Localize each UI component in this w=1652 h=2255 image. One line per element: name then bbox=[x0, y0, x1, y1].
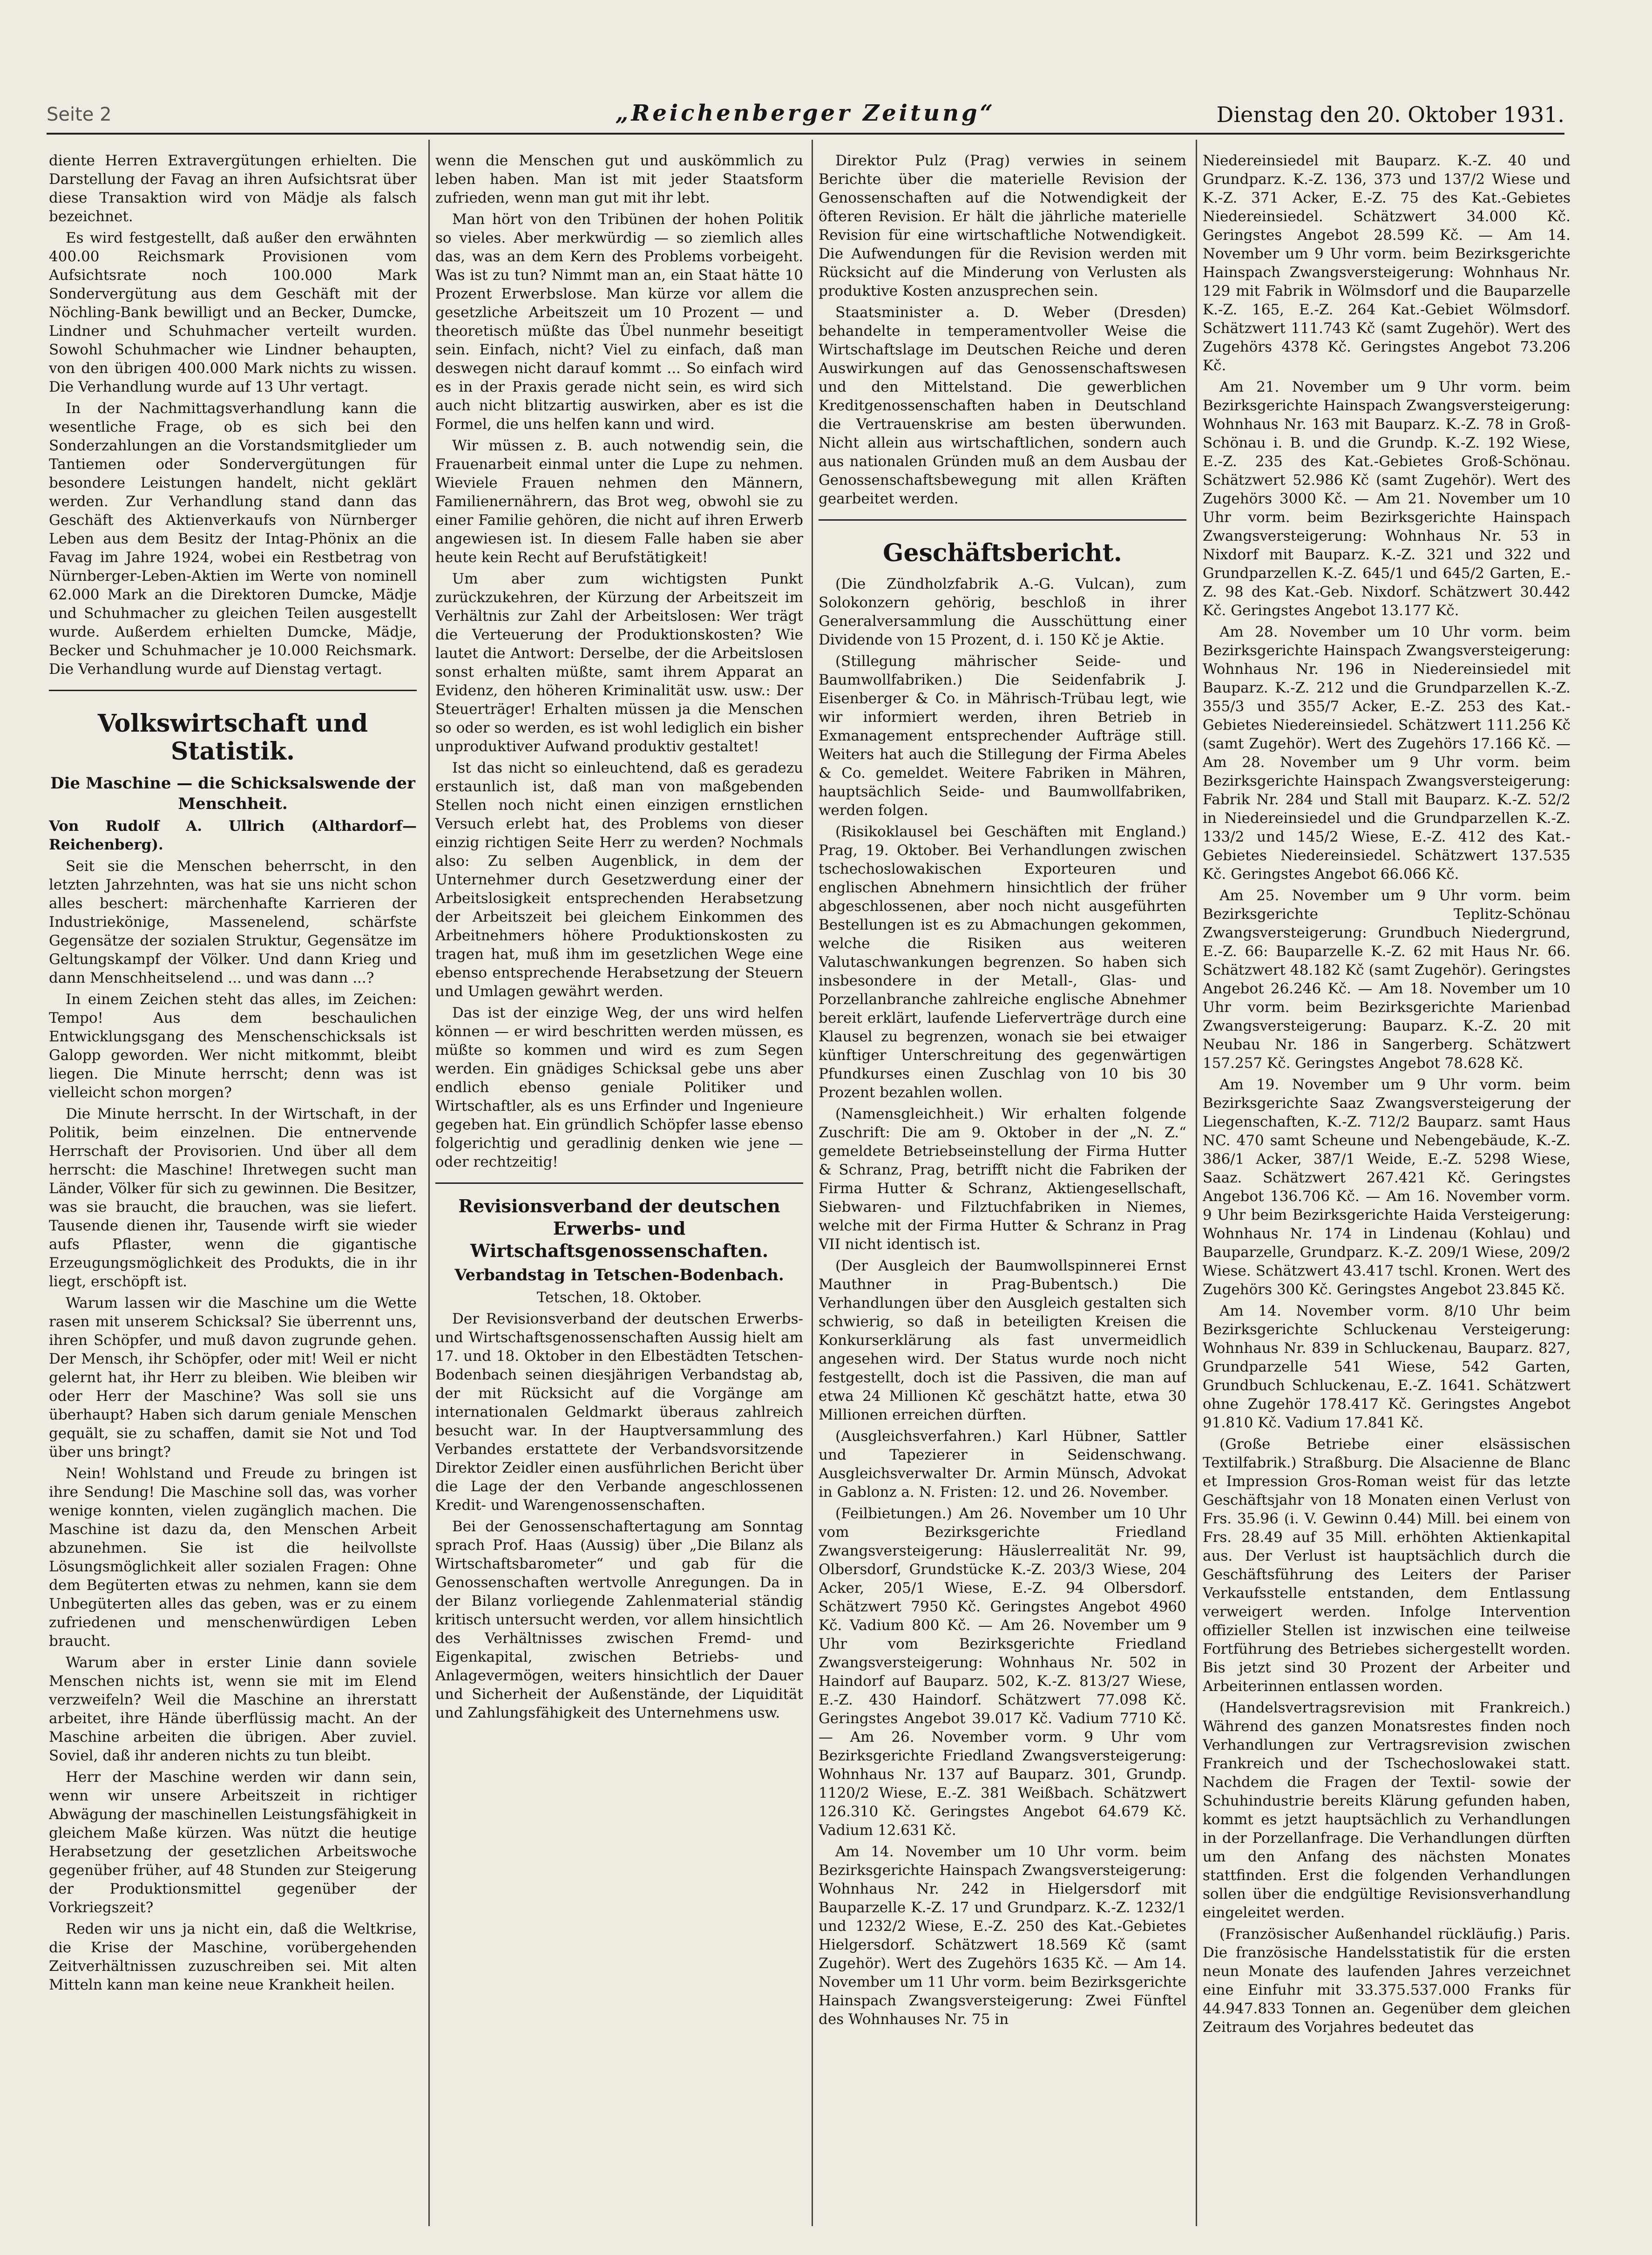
paragraph: diente Herren Extravergütungen erhielten. Die Darstellung der Favag an ihren Aufsichtsrat über diese Transaktion wird von Mädje als falsch bezeichnet. bbox=[49, 152, 417, 225]
paragraph: Direktor Pulz (Prag) verwies in seinem Berichte über die materielle Revision der Genossenschaften auf die Notwendigkeit der öfteren Revision. Er hält die jährliche materielle Revision für eine wirtschaftliche Notwendigkeit. Die Aufwendungen für die Revision werden mit Rücksicht auf die Minderung von Verlusten als produktive Kosten anzusprechen sein. bbox=[819, 152, 1186, 299]
paragraph: Staatsminister a. D. Weber (Dresden) behandelte in temperamentvoller Weise die Wirtschaftslage im Deutschen Reiche und deren Auswirkungen auf das Genossenschaftswesen und den Mittelstand. Die gewerblichen Kreditgenossenschaften haben in Deutschland die Vertrauenskrise am besten überwunden. Nicht allein aus wirtschaftlichen, sondern auch aus nationalen Gründen muß an dem Ausbau der Genossenschaftsbewegung mit allen Kräften gearbeitet werden. bbox=[819, 304, 1186, 507]
notice: (Feilbietungen.) Am 26. November um 10 Uhr vom Bezirksgerichte Friedland Zwangsversteigerung: Häuslerrealität Nr. 99, Olbersdorf, Grundstücke K.-Z. 203/3 Wiese, 204 Acker, 205/1 Wiese, E.-Z. 94 Olbersdorf. Schätzwert 7950 Kč. Geringstes Angebot 4960 Kč. Vadium 800 Kč. — Am 26. November um 9 Uhr vom Bezirksgerichte Friedland Zwangsversteigerung: Wohnhaus Nr. 502 in Haindorf auf Bauparz. 502, K.-Z. 813/27 Wiese, E.-Z. 430 Haindorf. Schätzwert 77.098 Kč. Geringstes Angebot 39.017 Kč. Vadium 7710 Kč. — Am 26. November vorm. 9 Uhr vom Bezirksgerichte Friedland Zwangsversteigerung: Wohnhaus Nr. 137 auf Bauparz. 301, Grundp. 1120/2 Wiese, E.-Z. 381 Weißbach. Schätzwert 126.310 Kč. Geringstes Angebot 64.679 Kč. Vadium 12.631 Kč. bbox=[819, 1505, 1186, 1839]
notice: (Die Zündholzfabrik A.-G. Vulcan), zum Solokonzern gehörig, beschloß in ihrer Generalversammlung die Ausschüttung einer Dividende von 15 Prozent, d. i. 150 Kč je Aktie. bbox=[819, 576, 1186, 648]
paragraph: In der Nachmittagsverhandlung kann die wesentliche Frage, ob es sich bei den Sonderzahlungen an die Vorstandsmitglieder um Tantiemen oder Sondervergütungen für besondere Leistungen handelt, nicht geklärt werden. Zur Verhandlung stand dann das Geschäft des Aktienverkaufs von Nürnberger Leben aus dem Besitz der Intag-Phönix an die Favag im Jahre 1924, wobei ein Restbetrag von Nürnberger-Leben-Aktien im Werte von nominell 62.000 Mark an die Direktoren Dumcke, Mädje und Schuhmacher zu gleichen Teilen ausgestellt wurde. Außerdem erhielten Dumcke, Mädje, Becker und Schuhmacher je 10.000 Reichsmark. Die Verhandlung wurde auf Dienstag vertagt. bbox=[49, 400, 417, 678]
notice: (Der Ausgleich der Baumwollspinnerei Ernst Mauthner in Prag-Bubentsch.) Die Verhandlungen über den Ausgleich gestalten sich schwierig, so daß in beteiligten Kreisen die Konkurserklärung als fast unvermeidlich angesehen wird. Der Status wurde noch nicht festgestellt, doch ist die Passiven, die man auf etwa 24 Millionen Kč geschätzt hatte, etwa 30 Millionen erreichen dürften. bbox=[819, 1257, 1186, 1423]
notice: Am 25. November um 9 Uhr vorm. beim Bezirksgerichte Teplitz-Schönau Zwangsversteigerung: Grundbuch Niedergrund, E.-Z. 66: Bauparzelle K.-Z. 62 mit Haus Nr. 66. Schätzwert 48.182 Kč (samt Zugehör). Geringstes Angebot 26.246 Kč. — Am 18. November um 10 Uhr vorm. beim Bezirksgerichte Marienbad Zwangsversteigerung: Bauparz. K.-Z. 20 mit Neubau Nr. 186 in Sangerberg. Schätzwert 157.257 Kč. Geringstes Angebot 78.628 Kč. bbox=[1203, 887, 1571, 1072]
paragraph: Bei der Genossenschaftertagung am Sonntag sprach Prof. Haas (Aussig) über „Die Bilanz als Wirtschaftsbarometer“ und gab für die Genossenschaften wertvolle Anregungen. Da in der Bilanz vorliegende Zahlenmaterial ständig kritisch untersucht werden, vor allem hinsichtlich des Verhältnisses zwischen Fremd- und Eigenkapital, zwischen Betriebs- und Anlagevermögen, weiters hinsichtlich der Dauer und Sicherheit der Außenstände, der Liquidität und Zahlungsfähigkeit des Unternehmens usw. bbox=[435, 1518, 803, 1721]
paragraph: Warum lassen wir die Maschine um die Wette rasen mit unserem Schicksal? Sie überrennt uns, ihren Schöpfer, und muß davon zugrunde gehen. Der Mensch, ihr Schöpfer, oder mit! Weil er nicht gelernt hat, ihr Herr zu bleiben. Wie bleiben wir oder Herr der Maschine? Was soll sie uns überhaupt? Haben sich darum geniale Menschen gequält, sie zu schaffen, damit sie Not und Tod über uns bringt? bbox=[49, 1295, 417, 1460]
notice: (Handelsvertragsrevision mit Frankreich.) Während des ganzen Monatsrestes finden noch Verhandlungen zur Vertragsrevision zwischen Frankreich und der Tschechoslowakei statt. Nachdem die Fragen der Textil- sowie der Schuhindustrie bereits Klärung gefunden haben, kommt es jetzt hauptsächlich zu Verhandlungen in der Porzellanfrage. Die Verhandlungen dürften um den Anfang des nächsten Monates stattfinden. Erst die folgenden Verhandlungen sollen über die endgültige Revisionsverhandlung eingeleitet werden. bbox=[1203, 1699, 1571, 1921]
notice: (Große Betriebe einer elsässischen Textilfabrik.) Straßburg. Die Alsacienne de Blanc et Impression Gros-Roman weist für das letzte Geschäftsjahr von 18 Monaten einen Verlust von Frs. 35.96 (i. V. Gewinn 0.44) Mill. bei einem von Frs. 28.49 auf 35 Mill. erhöhten Aktienkapital aus. Der Verlust ist hauptsächlich durch die Geschäftsführung des Leiters der Pariser Verkaufsstelle entstanden, dem Entlassung verweigert werden. Infolge Intervention offizieller Stellen ist inzwischen eine teilweise Fortführung des Betriebes sichergestellt worden. Bis jetzt sind 30 Prozent der Arbeiter und Arbeiterinnen entlassen worden. bbox=[1203, 1436, 1571, 1695]
divider bbox=[819, 519, 1186, 521]
page-number: Seite 2 bbox=[47, 104, 112, 125]
paragraph: Nein! Wohlstand und Freude zu bringen ist ihre Sendung! Die Maschine soll das, was vorher wenige konnten, vielen zugänglich machen. Die Maschine ist dazu da, den Menschen Arbeit abzunehmen. Sie ist die heilvollste Lösungsmöglichkeit aller sozialen Fragen: Ohne dem Begüterten etwas zu nehmen, kann sie dem Unbegüterten alles das geben, was er zu einem zufriedenen und menschenwürdigen Leben braucht. bbox=[49, 1465, 417, 1650]
notice: (Risikoklausel bei Geschäften mit England.) Prag, 19. Oktober. Bei Verhandlungen zwischen tschechoslowakischen Exporteuren und englischen Abnehmern hinsichtlich der früher abgeschlossenen, aber noch nicht ausgeführten Bestellungen ist es zu Abmachungen gekommen, welche die Risiken aus weiteren Valutaschwankungen begrenzen. So haben sich insbesondere in der Metall-, Glas- und Porzellanbranche zahlreiche englische Abnehmer bereit erklärt, laufende Lieferverträge durch eine Klausel zu begrenzen, wonach sie bei etwaiger künftiger Unterschreitung des gegenwärtigen Pfundkurses einen Zuschlag von 10 bis 30 Prozent bezahlen wollen. bbox=[819, 823, 1186, 1101]
paragraph: Das ist der einzige Weg, der uns wird helfen können — er wird beschritten werden müssen, es müßte so kommen und wird es zum Segen werden. Ein gnädiges Schicksal gebe uns aber endlich ebenso geniale Politiker und Wirtschaftler, als es uns Erfinder und Ingenieure gegeben hat. Ein gründlich Schöpfer lasse ebenso folgerichtig und geradlinig denken wie jene — oder rechtzeitig! bbox=[435, 1005, 803, 1170]
column-4 bbox=[1203, 151, 1571, 2228]
paragraph: Seit sie die Menschen beherrscht, in den letzten Jahrzehnten, was hat sie uns nicht schon alles beschert: märchenhafte Karrieren der Industriekönige, Massenelend, schärfste Gegensätze der sozialen Struktur, Gegensätze im Geltungskampf der Völker. Und dann Krieg und dann Menschheitselend ... und was dann ...? bbox=[49, 858, 417, 986]
column-1 bbox=[49, 151, 417, 2228]
article-headline: Revisionsverband der deutschen Erwerbs- und Wirtschaftsgenossenschaften. bbox=[458, 1195, 780, 1261]
column-rule bbox=[428, 140, 430, 2226]
column-rule bbox=[1196, 140, 1197, 2226]
paragraph: Die Minute herrscht. In der Wirtschaft, in der Politik, beim einzelnen. Die entnervende Herrschaft der Provisorien. Und über all dem herrscht: die Maschine! Ihretwegen sucht man Länder, Völker für sich zu gewinnen. Die Besitzer, was sie braucht, die brauchen, was sie liefert. Tausende dienen ihr, Tausende wirft sie wieder aufs Pflaster, wenn die gigantische Erzeugungsmöglichkeit des Produkts, die in ihr liegt, erschöpft ist. bbox=[49, 1106, 417, 1290]
issue-date: Dienstag den 20. Oktober 1931. bbox=[1216, 102, 1564, 127]
section-heading: Volkswirtschaft und Statistik. bbox=[97, 709, 368, 766]
notice: Am 14. November um 10 Uhr vorm. beim Bezirksgerichte Hainspach Zwangsversteigerung: Wohnhaus Nr. 242 in Hielgersdorf mit Bauparzelle K.-Z. 17 und Grundparz. K.-Z. 1232/1 und 1232/2 Wiese, E.-Z. 250 des Kat.-Gebietes Hielgersdorf. Schätzwert 18.569 Kč (samt Zugehör). Wert des Zugehörs 1635 Kč. — Am 14. November um 11 Uhr vorm. beim Bezirksgerichte Hainspach Zwangsversteigerung: Zwei Fünftel des Wohnhauses Nr. 75 in bbox=[819, 1843, 1186, 2028]
notice: (Französischer Außenhandel rückläufig.) Paris. Die französische Handelsstatistik für die ersten neun Monate des laufenden Jahres verzeichnet eine Einfuhr mit 33.375.537.000 Franks für 44.947.833 Tonnen an. Gegenüber dem gleichen Zeitraum des Vorjahres bedeutet das bbox=[1203, 1926, 1571, 2036]
page-header bbox=[47, 100, 1564, 135]
paragraph: Warum aber in erster Linie dann soviele Menschen nichts ist, wenn sie mit im Elend verzweifeln? Weil die Maschine an ihrerstatt arbeitet, ihre Hände überflüssig macht. An der Maschine arbeiten die übrigen. Aber zuviel. Soviel, daß ihr anderen nichts zu tun bleibt. bbox=[49, 1654, 417, 1764]
column-3 bbox=[819, 151, 1186, 2228]
column-rule bbox=[812, 140, 813, 2226]
article-subheadline: Verbandstag in Tetschen-Bodenbach. bbox=[454, 1266, 784, 1284]
paragraph: Es wird festgestellt, daß außer den erwähnten 400.00 Reichsmark Provisionen vom Aufsichtsrate noch 100.000 Mark Sondervergütung aus dem Geschäft mit der Nöchling-Bank bewilligt und an Becker, Dumcke, Lindner und Schuhmacher verteilt wurden. Sowohl Schuhmacher wie Lindner behaupten, von den übrigen 400.000 Mark nichts zu wissen. Die Verhandlung wurde auf 13 Uhr vertagt. bbox=[49, 230, 417, 395]
notice: (Ausgleichsverfahren.) Karl Hübner, Sattler und Tapezierer in Seidenschwang. Ausgleichsverwalter Dr. Armin Münsch, Advokat in Gablonz a. N. Fristen: 12. und 26. November. bbox=[819, 1428, 1186, 1501]
column-2 bbox=[435, 151, 803, 2228]
paragraph: Der Revisionsverband der deutschen Erwerbs- und Wirtschaftsgenossenschaften Aussig hielt am 17. und 18. Oktober in den Elbestädten Tetschen-Bodenbach seinen diesjährigen Verbandstag ab, der mit Rücksicht auf die Vorgänge am internationalen Geldmarkt überaus zahlreich besucht war. In der Hauptversammlung des Verbandes erstattete der Verbandsvorsitzende Direktor Zeidler einen ausführlichen Bericht über die Lage der den Verbande angeschlossenen Kredit- und Warengenossenschaften. bbox=[435, 1311, 803, 1514]
divider bbox=[49, 690, 417, 691]
paragraph: wenn die Menschen gut und auskömmlich zu leben haben. Man ist mit jeder Staatsform zufrieden, wenn man gut mit ihr lebt. bbox=[435, 152, 803, 206]
dateline: Tetschen, 18. Oktober. bbox=[536, 1289, 702, 1306]
notice: (Stillegung mährischer Seide- und Baumwollfabriken.) Die Seidenfabrik J. Eisenberger & Co. in Mährisch-Trübau legt, wie wir informiert werden, ihren Betrieb in Exmanagement entsprechender Aufträge still. Weiters hat auch die Stillegung der Firma Abeles & Co. gemeldet. Weitere Fabriken in Mähren, hauptsächlich Seide- und Baumwollfabriken, werden folgen. bbox=[819, 653, 1186, 819]
divider bbox=[435, 1182, 803, 1184]
notice: (Namensgleichheit.) Wir erhalten folgende Zuschrift: Die am 9. Oktober in der „N. Z.“ gemeldete Betriebseinstellung der Firma Hutter & Schranz, Prag, betrifft nicht die Fabriken der Firma Hutter & Schranz, Aktiengesellschaft, Siebwaren- und Filztuchfabriken in Niemes, welche mit der Firma Hutter & Schranz in Prag VII nicht identisch ist. bbox=[819, 1106, 1186, 1253]
notice: Am 19. November um 9 Uhr vorm. beim Bezirksgerichte Saaz Zwangsversteigerung der Liegenschaften, K.-Z. 712/2 Bauparz. samt Haus NC. 470 samt Scheune und Nebengebäude, K.-Z. 386/1 Acker, 387/1 Weide, E.-Z. 5298 Wiese, Saaz. Schätzwert 267.421 Kč. Geringstes Angebot 136.706 Kč. — Am 16. November vorm. 9 Uhr beim Bezirksgerichte Haida Versteigerung: Wohnhaus Nr. 174 in Lindenau (Kohlau) und Bauparzelle, Grundparz. K.-Z. 209/1 Wiese, 209/2 Wiese. Schätzwert 43.417 tschl. Kronen. Wert des Zugehörs 300 Kč. Geringstes Angebot 23.845 Kč. bbox=[1203, 1076, 1571, 1298]
article-headline: Die Maschine — die Schicksalswende der Menschheit. bbox=[50, 774, 415, 813]
paragraph: Herr der Maschine werden wir dann sein, wenn wir unsere Arbeitszeit in richtiger Abwägung der maschinellen Leistungsfähigkeit in gleichem Maße kürzen. Was nützt die heutige Herabsetzung der gesetzlichen Arbeitswoche gegenüber früher, auf 48 Stunden zur Steigerung der Produktionsmittel gegenüber der Vorkriegszeit? bbox=[49, 1769, 417, 1916]
section-heading: Geschäftsbericht. bbox=[883, 539, 1122, 567]
paragraph: In einem Zeichen steht das alles, im Zeichen: Tempo! Aus dem beschaulichen Entwicklungsgang des Menschenschicksals ist Galopp geworden. Wer nicht mitkommt, bleibt liegen. Die Minute herrscht; denn was ist vielleicht schon morgen? bbox=[49, 991, 417, 1101]
paragraph: Wir müssen z. B. auch notwendig sein, die Frauenarbeit einmal unter die Lupe zu nehmen. Wieviele Frauen nehmen den Männern, Familienernährern, das Brot weg, obwohl sie zu einer Familie gehören, die nicht auf ihren Erwerb angewiesen ist. In diesem Falle haben sie aber heute kein Recht auf Berufstätigkeit! bbox=[435, 437, 803, 566]
newspaper-title: „Reichenberger Zeitung“ bbox=[615, 100, 996, 126]
byline: Von Rudolf A. Ullrich (Althardorf—Reichenberg). bbox=[49, 818, 417, 853]
paragraph: Man hört von den Tribünen der hohen Politik so vieles. Aber merkwürdig — so ziemlich alles das, was an dem Kern des Problems vorbeigeht. Was ist zu tun? Nimmt man an, ein Staat hätte 10 Prozent Erwerbslose. Man kürze vor allem die gesetzliche Arbeitszeit um 10 Prozent — und theoretisch müßte das Übel nunmehr beseitigt sein. Einfach, nicht? Viel zu einfach, daß man deswegen nicht darauf kommt ... So einfach wird es in der Praxis gerade nicht sein, es wird sich auch nicht blitzartig auswirken, aber es ist die Formel, die uns helfen kann und wird. bbox=[435, 211, 803, 433]
paragraph: Um aber zum wichtigsten Punkt zurückzukehren, der Kürzung der Arbeitszeit im Verhältnis zur Zahl der Arbeitslosen: Wer trägt die Verteuerung der Produktionskosten? Wie lautet die Antwort: Derselbe, der die Arbeitslosen sonst erhalten müßte, samt ihrem Apparat an Evidenz, den höheren Kriminalität usw. usw.: Der Steuerträger! Erhalten müssen ja die Menschen so oder so werden, es ist wohl lediglich ein bisher unproduktiver Aufwand produktiv gestaltet! bbox=[435, 571, 803, 755]
notice: Am 28. November um 10 Uhr vorm. beim Bezirksgerichte Hainspach Zwangsversteigerung: Wohnhaus Nr. 196 in Niedereinsiedel mit Bauparz. K.-Z. 212 und die Grundparzellen K.-Z. 355/3 und 355/7 Acker, E.-Z. 253 des Kat.-Gebietes Niedereinsiedel. Schätzwert 111.256 Kč (samt Zugehör). Wert des Zugehörs 17.166 Kč. — Am 28. November um 9 Uhr vorm. beim Bezirksgerichte Hainspach Zwangsversteigerung: Fabrik Nr. 284 und Stall mit Bauparz. K.-Z. 52/2 in Niedereinsiedel und die Grundparzellen K.-Z. 133/2 und 145/2 Wiese, E.-Z. 412 des Kat.-Gebietes Niedereinsiedel. Schätzwert 137.535 Kč. Geringstes Angebot 66.066 Kč. bbox=[1203, 624, 1571, 883]
notice: Am 21. November um 9 Uhr vorm. beim Bezirksgerichte Hainspach Zwangsversteigerung: Wohnhaus Nr. 163 mit Bauparz. K.-Z. 78 in Groß-Schönau i. B. und die Grundp. K.-Z. 192 Wiese, E.-Z. 235 des Kat.-Gebietes Groß-Schönau. Schätzwert 52.986 Kč (samt Zugehör). Wert des Zugehörs 3000 Kč. — Am 21. November um 10 Uhr vorm. beim Bezirksgerichte Hainspach Zwangsversteigerung: Wohnhaus Nr. 53 in Nixdorf mit Bauparz. K.-Z. 321 und 322 und Grundparzellen K.-Z. 645/1 und 645/2 Garten, E.-Z. 98 des Kat.-Geb. Nixdorf. Schätzwert 30.442 Kč. Geringstes Angebot 13.177 Kč. bbox=[1203, 379, 1571, 619]
notice: Am 14. November vorm. 8/10 Uhr beim Bezirksgerichte Schluckenau Versteigerung: Wohnhaus Nr. 839 in Schluckenau, Bauparz. 827, Grundparzelle 541 Wiese, 542 Garten, Grundbuch Schluckenau, E.-Z. 1641. Schätzwert ohne Zugehör 178.417 Kč. Geringstes Angebot 91.810 Kč. Vadium 17.841 Kč. bbox=[1203, 1303, 1571, 1431]
notice: Niedereinsiedel mit Bauparz. K.-Z. 40 und Grundparz. K.-Z. 136, 373 und 137/2 Wiese und K.-Z. 371 Acker, E.-Z. 75 des Kat.-Gebietes Niedereinsiedel. Schätzwert 34.000 Kč. Geringstes Angebot 28.599 Kč. — Am 14. November um 9 Uhr vorm. beim Bezirksgerichte Hainspach Zwangsversteigerung: Wohnhaus Nr. 129 mit Fabrik in Wölmsdorf und die Bauparzelle K.-Z. 165, E.-Z. 264 Kat.-Gebiet Wölmsdorf. Schätzwert 111.743 Kč (samt Zugehör). Wert des Zugehörs 4378 Kč. Geringstes Angebot 73.206 Kč. bbox=[1203, 152, 1571, 374]
paragraph: Ist das nicht so einleuchtend, daß es geradezu erstaunlich ist, daß man von maßgebenden Stellen noch nicht einen einzigen ernstlichen Versuch erlebt hat, des Problems von dieser einzig richtigen Seite Herr zu werden? Nochmals also: Zu selben Augenblick, in dem der Unternehmer durch Gesetzwerdung einer der Arbeitslosigkeit entsprechenden Herabsetzung der Arbeitszeit bei gleichem Einkommen des Arbeitnehmers höhere Produktionskosten zu tragen hat, muß ihm im gesetzlichen Wege eine ebenso entsprechende Herabsetzung der Steuern und Umlagen gewährt werden. bbox=[435, 760, 803, 1000]
paragraph: Reden wir uns ja nicht ein, daß die Weltkrise, die Krise der Maschine, vorübergehenden Zeitverhältnissen zuzuschreiben sei. Mit alten Mitteln kann man keine neue Krankheit heilen. bbox=[49, 1921, 417, 1993]
